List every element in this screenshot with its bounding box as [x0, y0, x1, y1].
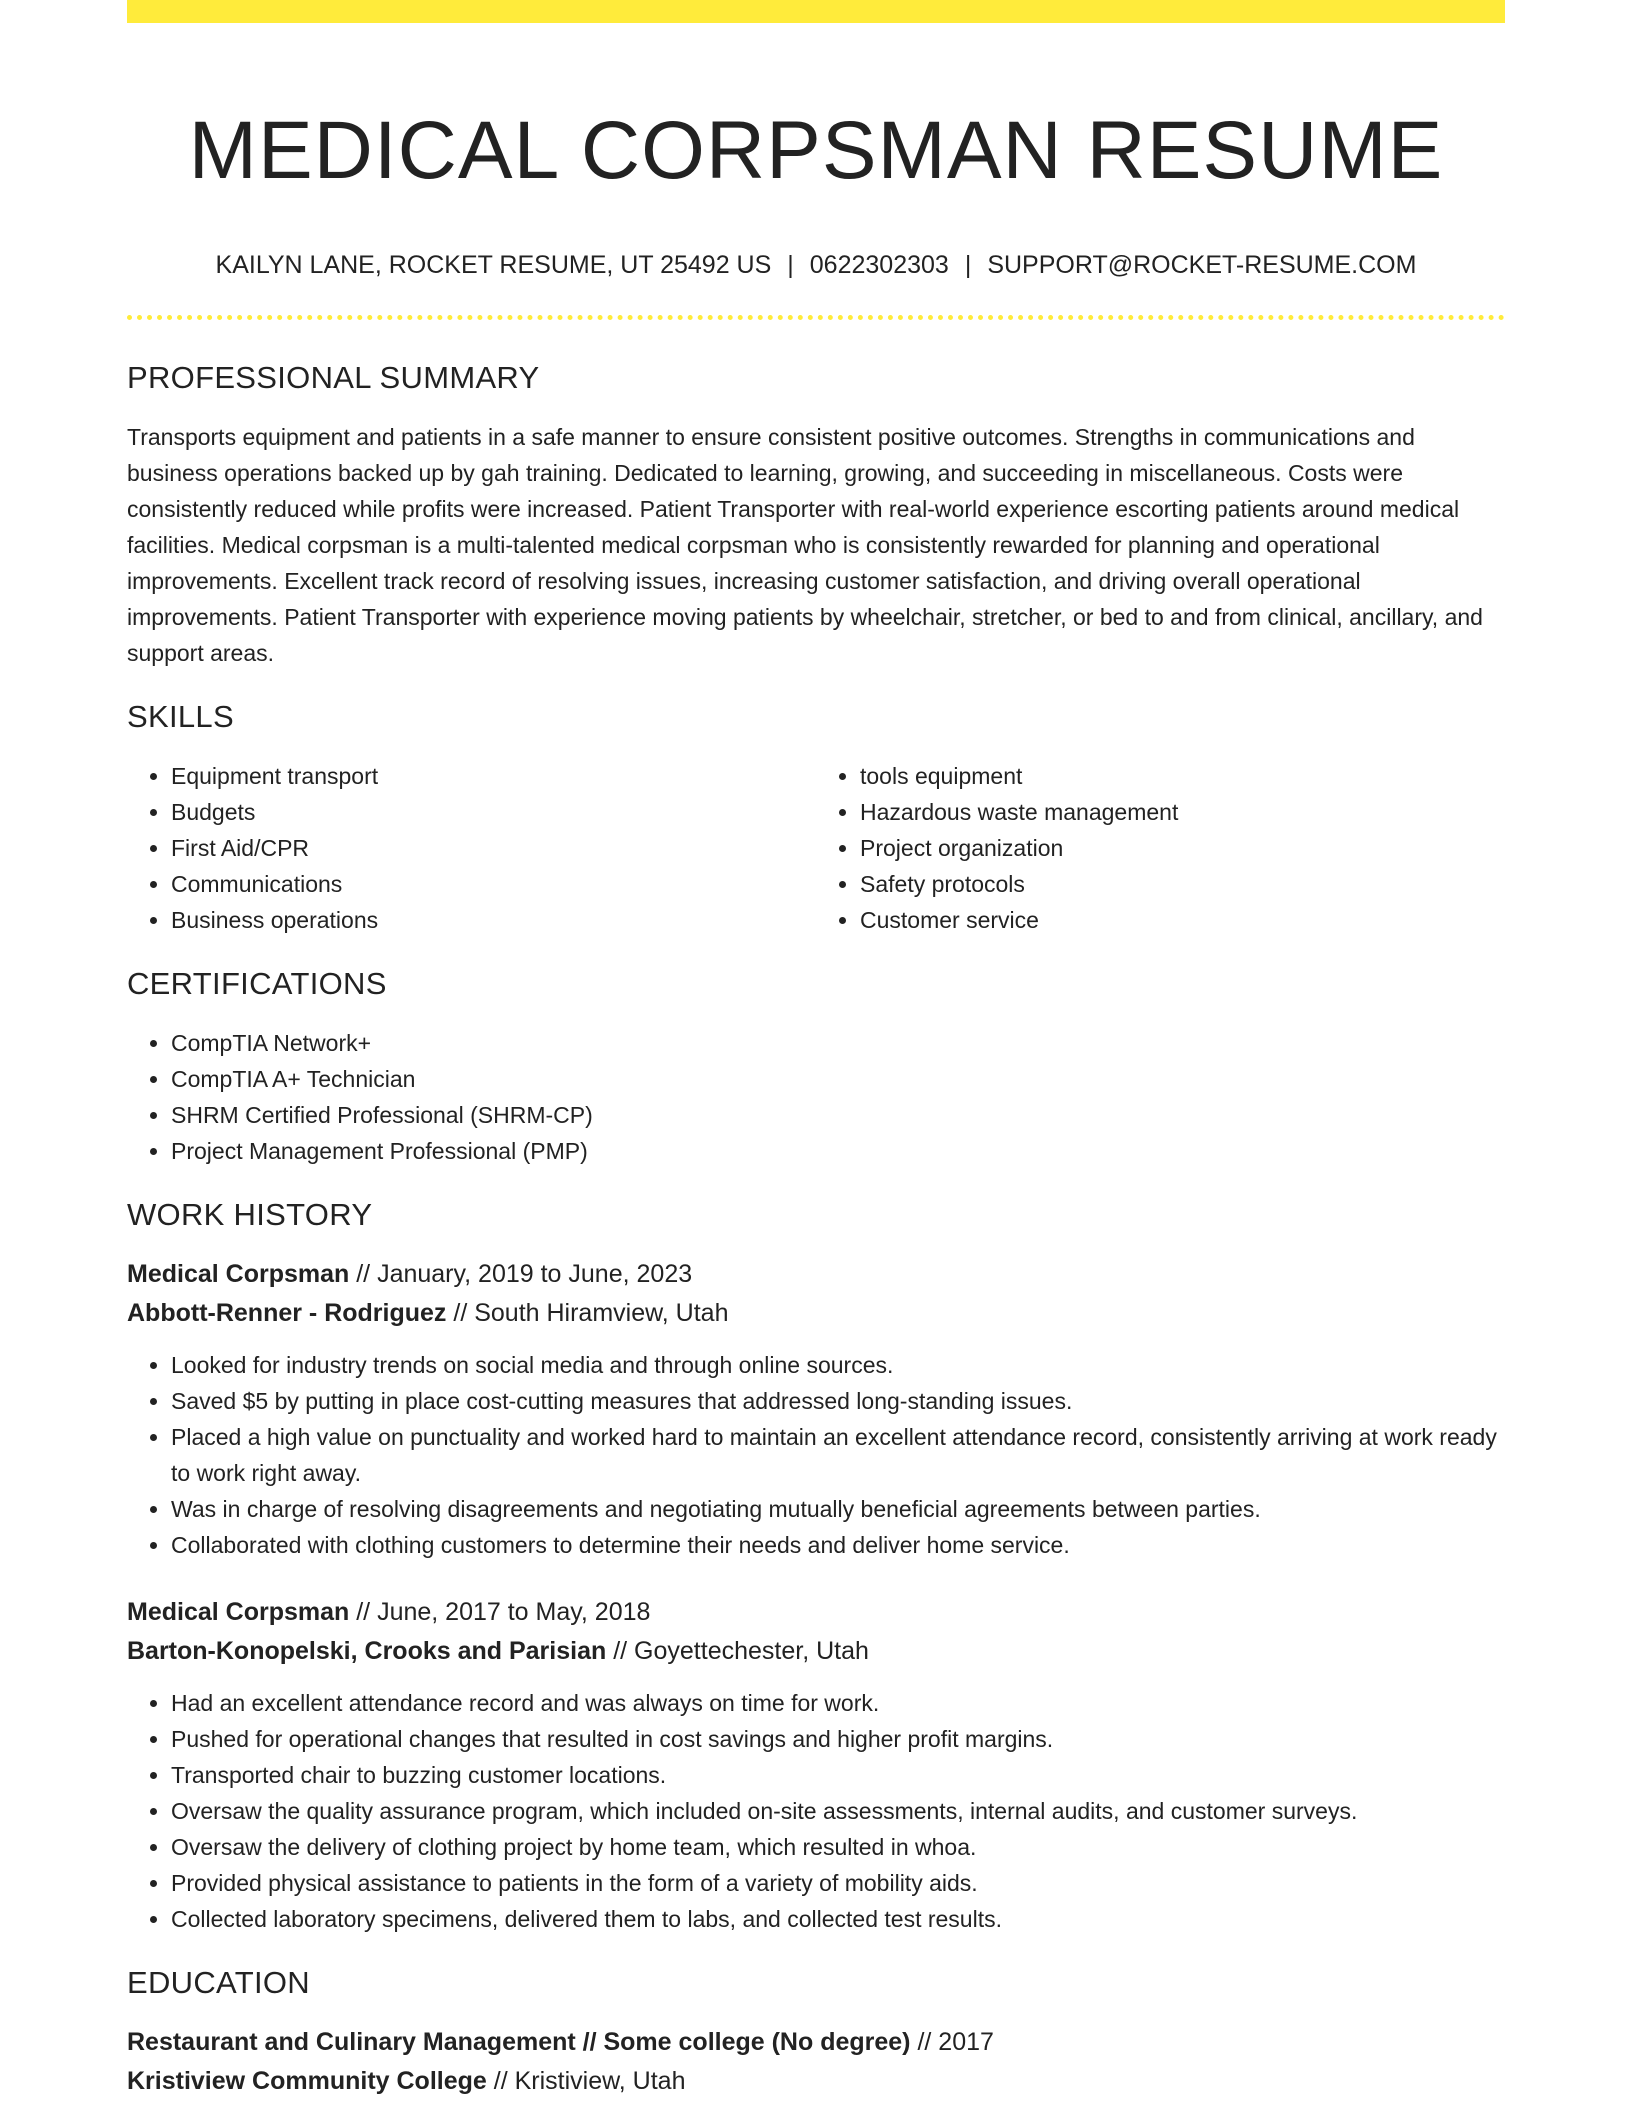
education-school-line [127, 2062, 1505, 2101]
contact-separator: | [787, 251, 794, 279]
summary-heading: PROFESSIONAL SUMMARY [127, 360, 540, 395]
job-company: Barton-Konopelski, Crooks and Parisian [127, 1637, 607, 1665]
top-accent-bar [127, 0, 1505, 23]
job-company-line [127, 1294, 1505, 1333]
skill-item: • First Aid/CPR [171, 830, 816, 866]
education-school: Kristiview Community College [127, 2067, 487, 2095]
job-bullet: • Looked for industry trends on social media and through online sources. [171, 1347, 1505, 1383]
skills-columns [127, 758, 1505, 938]
certifications-list [127, 1025, 1505, 1169]
skill-item: • Equipment transport [171, 758, 816, 794]
work-heading: WORK HISTORY [127, 1197, 373, 1232]
education-location: // Kristiview, Utah [493, 2067, 686, 2095]
contact-address: KAILYN LANE, ROCKET RESUME, UT 25492 US [215, 251, 772, 279]
header-divider [127, 315, 1505, 320]
summary-text: Transports equipment and patients in a safe manner to ensure consistent positive outcomes. Strengths in communications and business operations backed up by gah training. Dedicated to learning, growing, and succeeding in miscellaneous. Costs were consistently reduced while profits were increased. Patient Transporter with real-world experience escorting patients around medical facilities. Medical corpsman is a multi-talented medical corpsman who is consistently rewarded for planning and operational improvements. Excellent track record of resolving issues, increasing customer satisfaction, and driving overall operational improvements. Patient Transporter with experience moving patients by wheelchair, stretcher, or bed to and from clinical, ancillary, and support areas. [127, 424, 1483, 666]
summary-section [127, 358, 1505, 671]
job-entry [127, 1255, 1505, 1563]
education-entry [127, 2023, 1505, 2101]
skill-item: • Customer service [860, 902, 1505, 938]
skill-item: • tools equipment [860, 758, 1505, 794]
certification-item: • CompTIA A+ Technician [171, 1061, 1505, 1097]
job-bullet: • Pushed for operational changes that resulted in cost savings and higher profit margins. [171, 1721, 1505, 1757]
job-dates: // January, 2019 to June, 2023 [356, 1260, 693, 1288]
job-bullet: • Transported chair to buzzing customer locations. [171, 1757, 1505, 1793]
job-bullet: • Was in charge of resolving disagreements and negotiating mutually beneficial agreements between parties. [171, 1491, 1505, 1527]
education-section [127, 1963, 1505, 2101]
job-company-line [127, 1632, 1505, 1671]
job-title-line [127, 1255, 1505, 1294]
job-location: // South Hiramview, Utah [453, 1299, 729, 1327]
job-company: Abbott-Renner - Rodriguez [127, 1299, 447, 1327]
education-degree-line [127, 2023, 1505, 2062]
work-section [127, 1195, 1505, 1937]
job-dates: // June, 2017 to May, 2018 [356, 1598, 651, 1626]
education-year: // 2017 [917, 2028, 994, 2056]
education-degree: Restaurant and Culinary Management // Some college (No degree) [127, 2028, 911, 2056]
contact-line [127, 247, 1505, 283]
job-title: Medical Corpsman [127, 1260, 350, 1288]
skill-item: • Budgets [171, 794, 816, 830]
skill-item: • Safety protocols [860, 866, 1505, 902]
job-bullet: • Had an excellent attendance record and was always on time for work. [171, 1685, 1505, 1721]
job-location: // Goyettechester, Utah [613, 1637, 869, 1665]
job-title-line [127, 1593, 1505, 1632]
certification-item: • CompTIA Network+ [171, 1025, 1505, 1061]
contact-separator: | [964, 251, 972, 279]
job-bullet: • Collaborated with clothing customers to determine their needs and deliver home service. [171, 1527, 1505, 1563]
skill-item: • Business operations [171, 902, 816, 938]
skills-heading: SKILLS [127, 699, 234, 734]
job-entry [127, 1593, 1505, 1937]
job-bullet: • Collected laboratory specimens, delivered them to labs, and collected test results. [171, 1901, 1505, 1937]
contact-email: SUPPORT@ROCKET-RESUME.COM [987, 251, 1417, 279]
certifications-heading: CERTIFICATIONS [127, 966, 387, 1001]
skill-item: • Project organization [860, 830, 1505, 866]
job-bullet: • Saved $5 by putting in place cost-cutting measures that addressed long-standing issues. [171, 1383, 1505, 1419]
job-title: Medical Corpsman [127, 1598, 350, 1626]
job-bullets [127, 1347, 1505, 1563]
resume-title: MEDICAL CORPSMAN RESUME [188, 105, 1444, 196]
resume-page [127, 0, 1505, 2101]
job-bullets [127, 1685, 1505, 1937]
education-heading: EDUCATION [127, 1965, 310, 2000]
job-bullet: • Placed a high value on punctuality and worked hard to maintain an excellent attendance record, consistently arriving at work ready to work right away. [171, 1419, 1505, 1491]
contact-phone: 0622302303 [809, 251, 949, 279]
certification-item: • SHRM Certified Professional (SHRM-CP) [171, 1097, 1505, 1133]
certifications-section [127, 964, 1505, 1169]
skills-list-left [127, 758, 816, 938]
certification-item: • Project Management Professional (PMP) [171, 1133, 1505, 1169]
job-bullet: • Oversaw the delivery of clothing project by home team, which resulted in whoa. [171, 1829, 1505, 1865]
job-bullet: • Oversaw the quality assurance program, which included on-site assessments, internal audits, and customer surveys. [171, 1793, 1505, 1829]
skills-section [127, 697, 1505, 938]
skills-list-right [816, 758, 1505, 938]
job-bullet: • Provided physical assistance to patients in the form of a variety of mobility aids. [171, 1865, 1505, 1901]
skill-item: • Communications [171, 866, 816, 902]
skill-item: • Hazardous waste management [860, 794, 1505, 830]
